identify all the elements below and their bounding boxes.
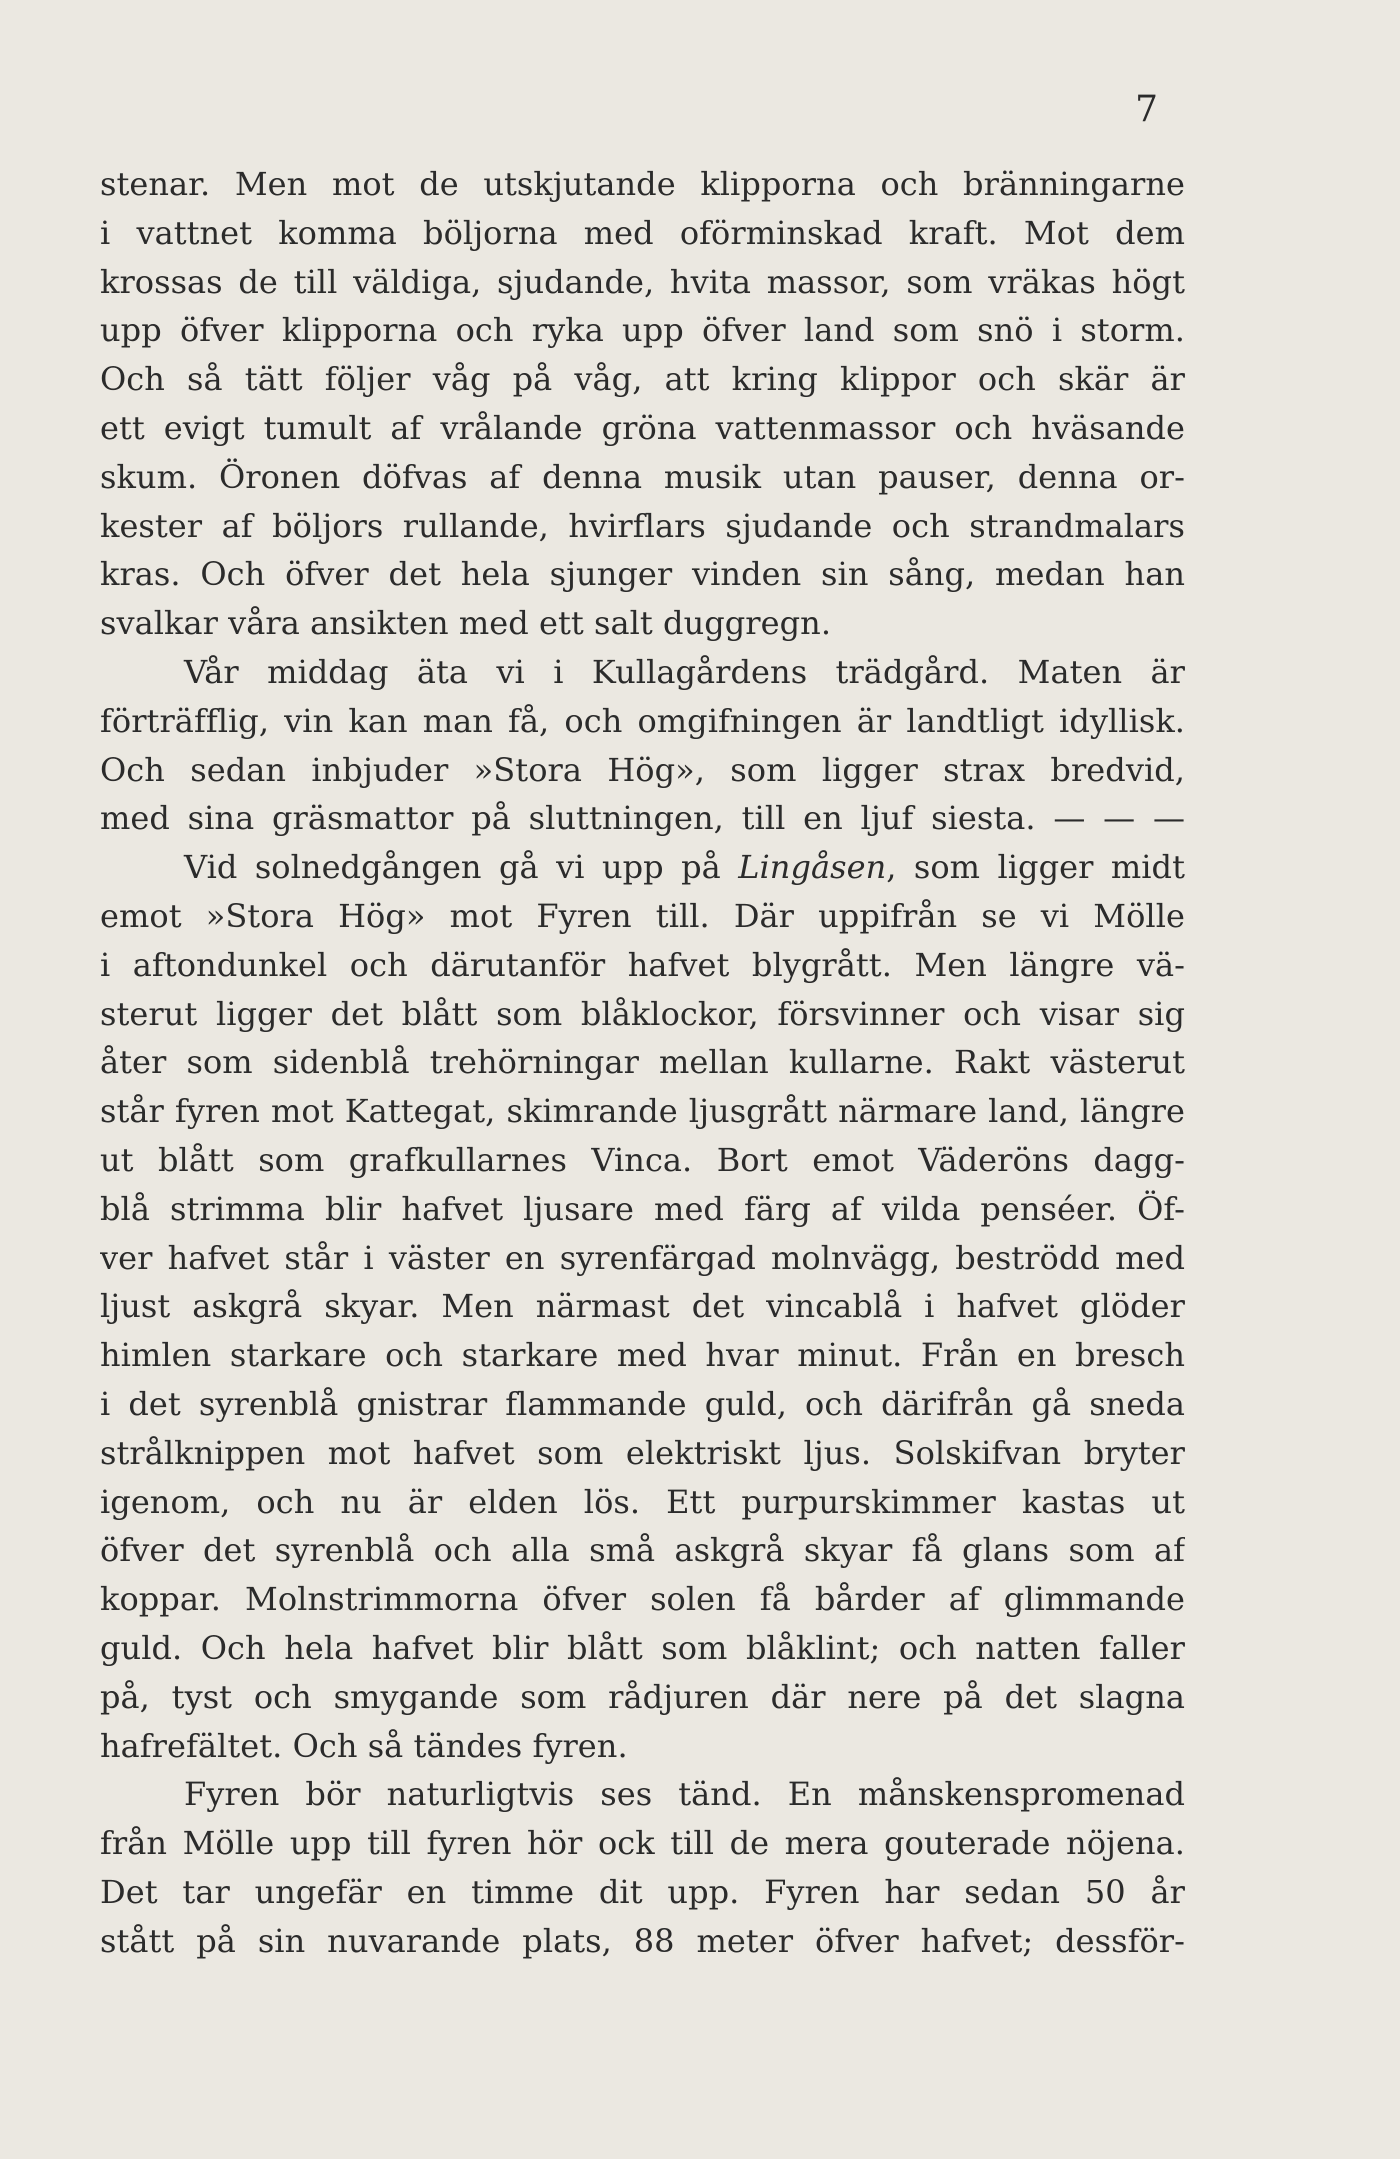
text-fragment: Vid solnedgången gå vi upp på (184, 848, 721, 887)
text-line: skum. Öronen döfvas af denna musik utan pauser, denna or- (100, 457, 1185, 496)
text-line: ver hafvet står i väster en syrenfärgad molnvägg, beströdd med (100, 1238, 1185, 1277)
text-line: Och sedan inbjuder »Stora Hög», som ligger strax bredvid, (100, 750, 1185, 789)
text-line: på, tyst och smygande som rådjuren där nere på det slagna (100, 1677, 1185, 1716)
text-line: öfver det syrenblå och alla små askgrå skyar få glans som af (100, 1531, 1185, 1570)
text-line: ett evigt tumult af vrålande gröna vattenmassor och hväsande (100, 408, 1185, 447)
text-line: förträfflig, vin kan man få, och omgifningen är landtligt idyllisk. (100, 701, 1185, 740)
text-line: svalkar våra ansikten med ett salt duggregn. (100, 604, 832, 643)
text-line: i vattnet komma böljorna med oförminskad kraft. Mot dem (100, 213, 1185, 252)
text-line: koppar. Molnstrimmorna öfver solen få bårder af glimmande (100, 1580, 1185, 1619)
text-line: med sina gräsmattor på sluttningen, till en ljuf siesta. — — — (100, 799, 1185, 838)
text-line: ut blått som grafkullarnes Vinca. Bort emot Väderöns dagg- (100, 1140, 1185, 1179)
text-line: åter som sidenblå trehörningar mellan kullarne. Rakt västerut (100, 1043, 1185, 1082)
text-line: strålknippen mot hafvet som elektriskt ljus. Solskifvan bryter (100, 1433, 1185, 1472)
text-line: Och så tätt följer våg på våg, att kring klippor och skär är (100, 360, 1185, 399)
text-line: ljust askgrå skyar. Men närmast det vincablå i hafvet glöder (100, 1287, 1185, 1326)
text-line: står fyren mot Kattegat, skimrande ljusgrått närmare land, längre (100, 1092, 1185, 1131)
text-line: emot »Stora Hög» mot Fyren till. Där uppifrån se vi Mölle (100, 896, 1185, 935)
text-line: kester af böljors rullande, hvirflars sjudande och strandmalars (100, 506, 1185, 545)
text-line: Vår middag äta vi i Kullagårdens trädgård. Maten är (184, 652, 1185, 691)
text-line: himlen starkare och starkare med hvar minut. Från en bresch (100, 1336, 1185, 1375)
text-line: stenar. Men mot de utskjutande klipporna och bränningarne (100, 165, 1185, 203)
text-line: hafrefältet. Och så tändes fyren. (100, 1726, 628, 1765)
text-line: från Mölle upp till fyren hör ock till de mera gouterade nöjena. (100, 1824, 1185, 1863)
text-line: i aftondunkel och därutanför hafvet blygrått. Men längre vä- (100, 945, 1185, 984)
page-number: 7 (1135, 89, 1158, 130)
text-line: Det tar ungefär en timme dit upp. Fyren har sedan 50 år (100, 1872, 1185, 1911)
text-line: upp öfver klipporna och ryka upp öfver land som snö i storm. (100, 311, 1185, 350)
text-line: krossas de till väldiga, sjudande, hvita massor, som vräkas högt (100, 262, 1185, 301)
text-line: guld. Och hela hafvet blir blått som blåklint; och natten faller (100, 1628, 1185, 1667)
text-line: Fyren bör naturligtvis ses tänd. En månskenspromenad (184, 1775, 1185, 1814)
text-line: blå strimma blir hafvet ljusare med färg af vilda penséer. Öf- (100, 1189, 1185, 1228)
text-line: igenom, och nu är elden lös. Ett purpurskimmer kastas ut (100, 1482, 1185, 1521)
text-line: sterut ligger det blått som blåklockor, försvinner och visar sig (100, 994, 1185, 1033)
text-line: kras. Och öfver det hela sjunger vinden sin sång, medan han (100, 555, 1185, 594)
place-name-italic: Lingåsen (738, 848, 887, 887)
text-line: stått på sin nuvarande plats, 88 meter öfver hafvet; dessför- (100, 1921, 1185, 1960)
text-line (100, 843, 1185, 892)
text-line: i det syrenblå gnistrar flammande guld, och därifrån gå sneda (100, 1384, 1185, 1423)
text-fragment: , som ligger midt (886, 848, 1185, 887)
body-text (100, 160, 1185, 1965)
